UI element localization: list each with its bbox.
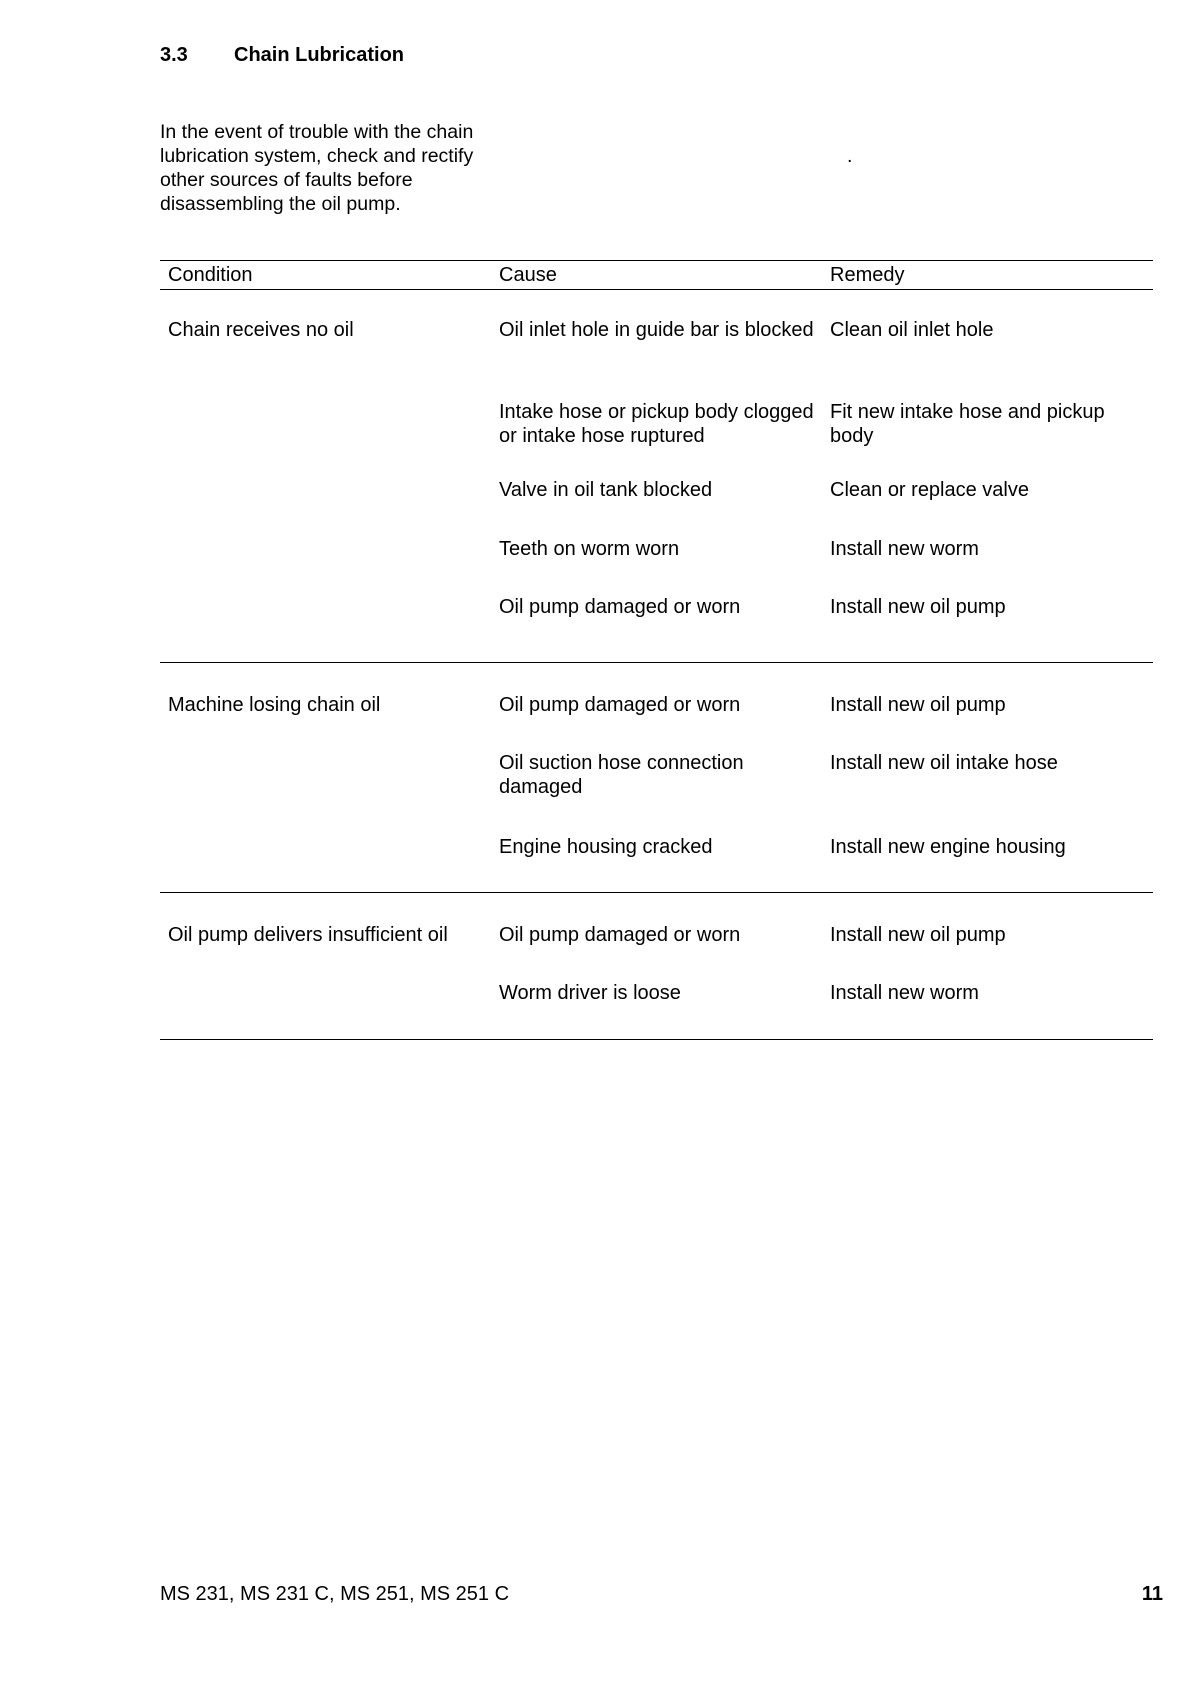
- cause-cell: Oil inlet hole in guide bar is blocked: [499, 319, 814, 341]
- remedy-cell: Install new oil pump: [830, 596, 1006, 618]
- cause-cell: Oil pump damaged or worn: [499, 596, 741, 618]
- header-condition: Condition: [168, 264, 253, 286]
- condition-group-losing-oil: [160, 663, 1153, 893]
- remedy-cell: Clean or replace valve: [830, 479, 1029, 501]
- section-heading: [160, 42, 404, 68]
- remedy-cell: Install new engine housing: [830, 836, 1066, 858]
- remedy-cell: Install new oil pump: [830, 694, 1006, 716]
- cause-cell: Oil suction hose connection damaged: [499, 752, 744, 798]
- section-number: 3.3: [160, 44, 188, 66]
- condition-cell: Machine losing chain oil: [168, 694, 381, 716]
- intro-text: In the event of trouble with the chain lubrication system, check and rectify other sources of faults before disassembling the oil pump.: [160, 121, 474, 215]
- cause-cell: Oil pump damaged or worn: [499, 694, 741, 716]
- troubleshooting-table: [160, 260, 1153, 1040]
- table-header: [160, 260, 1153, 290]
- header-cause: Cause: [499, 264, 557, 286]
- cause-cell: Valve in oil tank blocked: [499, 479, 713, 501]
- cause-cell: Worm driver is loose: [499, 982, 681, 1004]
- section-title: Chain Lubrication: [234, 44, 404, 66]
- condition-group-no-oil: [160, 290, 1153, 663]
- remedy-cell: Install new worm: [830, 538, 979, 560]
- condition-cell: Chain receives no oil: [168, 319, 354, 341]
- remedy-cell: Install new oil pump: [830, 924, 1006, 946]
- footer-page-number: 11: [1141, 1583, 1163, 1605]
- condition-group-insufficient-oil: [160, 893, 1153, 1040]
- cause-cell: Teeth on worm worn: [499, 538, 680, 560]
- cause-cell: Intake hose or pickup body clogged or intake hose ruptured: [499, 401, 814, 447]
- stray-mark: .: [847, 145, 853, 167]
- remedy-cell: Fit new intake hose and pickup body: [830, 401, 1105, 447]
- condition-cell: Oil pump delivers insufficient oil: [168, 924, 448, 946]
- remedy-cell: Install new worm: [830, 982, 979, 1004]
- cause-cell: Oil pump damaged or worn: [499, 924, 741, 946]
- cause-cell: Engine housing cracked: [499, 836, 713, 858]
- footer-models: MS 231, MS 231 C, MS 251, MS 251 C: [160, 1583, 510, 1605]
- remedy-cell: Install new oil intake hose: [830, 752, 1058, 774]
- remedy-cell: Clean oil inlet hole: [830, 319, 994, 341]
- header-remedy: Remedy: [830, 264, 905, 286]
